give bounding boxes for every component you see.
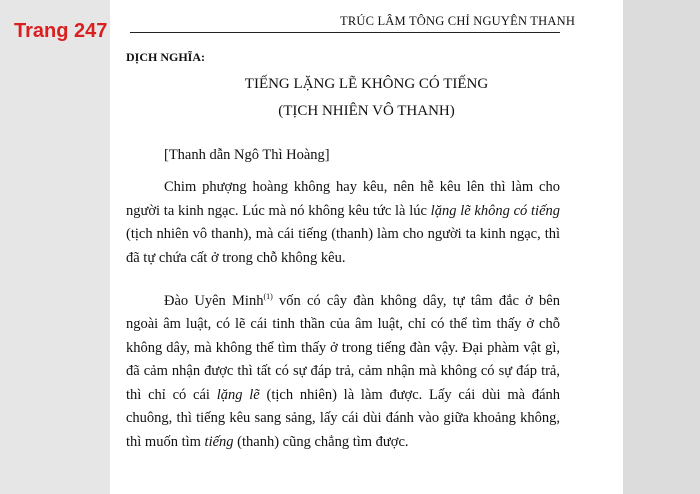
- chapter-title: TIẾNG LẶNG LẼ KHÔNG CÓ TIẾNG: [244, 76, 489, 92]
- right-margin-strip: [623, 0, 700, 494]
- paragraph-1: [126, 176, 560, 270]
- paragraph-2-text-c: (tịch nhiên) là làm được. Lấy cái dùi mà đánh chuông, thì tiếng kêu sang sảng, lấy cái dùi đánh vào giữa khoảng không, thì muốn tìm: [126, 386, 561, 450]
- page-number-label: Trang 247: [14, 20, 108, 42]
- paragraph-2-text-b: vốn có cây đàn không dây, tự tâm đắc ở bên ngoài âm luật, có lẽ cái tinh thần của âm luật, chỉ có thể tìm thấy ở chỗ không dây, mà không thể tìm thấy ở trong tiếng đàn vậy. Đại phàm vật gì, đã cảm nhận được thì tất có sự đáp trả, cảm nhận mà không có sự đáp trả, thì chỉ có cái: [126, 292, 560, 403]
- paragraph-2-text-a: Đào Uyên Minh: [164, 292, 264, 309]
- running-header: TRÚC LÂM TÔNG CHỈ NGUYÊN THANH: [340, 14, 576, 28]
- paragraph-2-text-d: (thanh) cũng chẳng tìm được.: [233, 433, 409, 450]
- paragraph-2: [126, 285, 560, 454]
- paragraph-1-text-a: Chim phượng hoàng không hay kêu, nên hễ kêu lên thì làm cho người ta kinh ngạc. Lúc mà nó không kêu tức là lúc: [126, 179, 560, 219]
- translator-note: [Thanh dẫn Ngô Thì Hoàng]: [164, 147, 330, 163]
- header-rule: [130, 32, 560, 33]
- section-title: DỊCH NGHĨA:: [126, 50, 206, 64]
- chapter-subtitle: (TỊCH NHIÊN VÔ THANH): [278, 103, 455, 119]
- paragraph-2-italic-a: lặng lẽ: [216, 386, 260, 403]
- paragraph-1-italic: lặng lẽ không có tiếng: [430, 202, 561, 219]
- paragraph-1-text-b: (tịch nhiên vô thanh), mà cái tiếng (thanh) làm cho người ta kinh ngạc, thì đã tự chứa cất ở trong chỗ không kêu.: [126, 226, 560, 266]
- footnote-marker: (1): [263, 292, 273, 301]
- paragraph-2-italic-b: tiếng: [204, 433, 234, 450]
